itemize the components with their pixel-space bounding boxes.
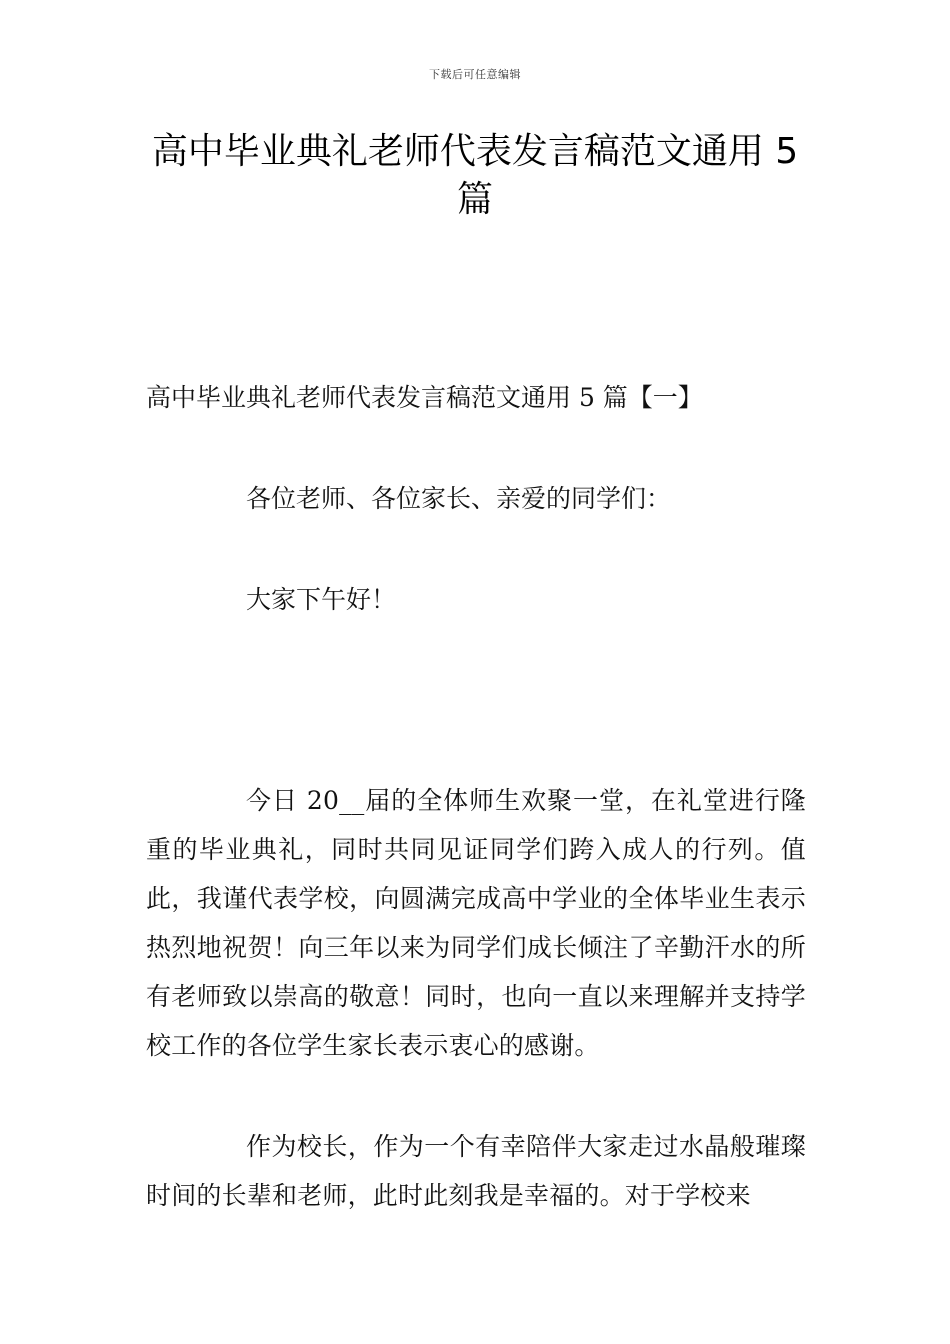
body-paragraph: 作为校长，作为一个有幸陪伴大家走过水晶般璀璨时间的长辈和老师，此时此刻我是幸福的。对于学校来 [146,1132,806,1210]
greeting-line: 大家下午好！ [246,585,397,614]
section-heading: 高中毕业典礼老师代表发言稿范文通用 5 篇【一】 [146,383,703,412]
document-title: 高中毕业典礼老师代表发言稿范文通用 5 篇 [151,131,799,220]
body-paragraph: 今日 20__届的全体师生欢聚一堂，在礼堂进行隆重的毕业典礼，同时共同见证同学们跨入成人的行列。值此，我谨代表学校，向圆满完成高中学业的全体毕业生表示热烈地祝贺！向三年以来为同学们成长倾注了辛勤汗水的所有老师致以崇高的敬意！同时，也向一直以来理解并支持学校工作的各位学生家长表示衷心的感谢。 [146,786,806,1060]
salutation-line: 各位老师、各位家长、亲爱的同学们： [246,484,672,513]
page-header-note: 下载后可任意编辑 [429,68,521,81]
